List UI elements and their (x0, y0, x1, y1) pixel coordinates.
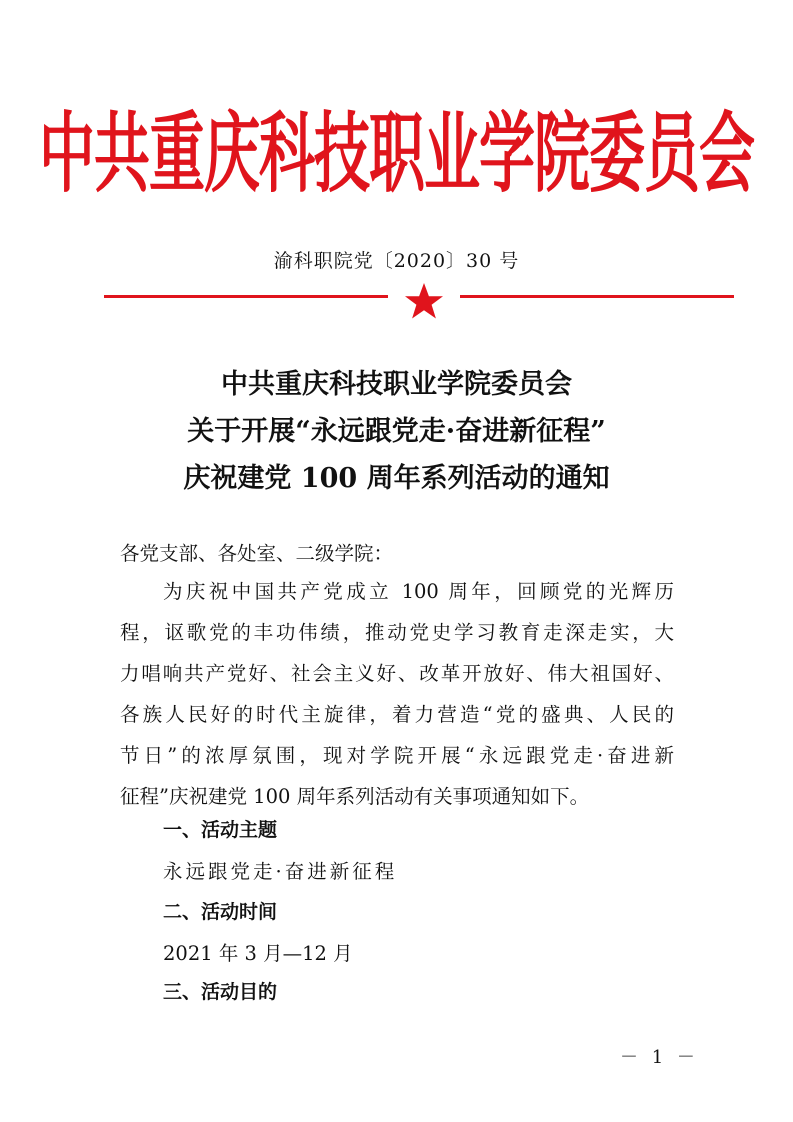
paragraph-line: 力唱响共产党好、社会主义好、改革开放好、伟大祖国好、 (120, 662, 674, 685)
title-line-3: 庆祝建党 100 周年系列活动的通知 (183, 463, 610, 494)
title-line-1: 中共重庆科技职业学院委员会 (221, 369, 572, 400)
masthead-issuer: 中共重庆科技职业学院委员会 (39, 104, 754, 205)
paragraph-line: 征程”庆祝建党 100 周年系列活动有关事项通知如下。 (120, 785, 590, 808)
paragraph-line: 节日”的浓厚氛围，现对学院开展“永远跟党走·奋进新 (120, 744, 674, 767)
section-content-theme: 永远跟党走·奋进新征程 (163, 860, 398, 883)
section-heading-theme: 一、活动主题 (163, 819, 278, 841)
star-icon (403, 281, 445, 323)
section-heading-time: 二、活动时间 (163, 901, 278, 923)
red-divider (104, 283, 734, 313)
section-content-time: 2021 年 3 月—12 月 (163, 942, 353, 965)
salutation: 各党支部、各处室、二级学院： (120, 542, 394, 565)
paragraph-line: 程，讴歌党的丰功伟绩，推动党史学习教育走深走实，大 (120, 621, 674, 644)
paragraph-line: 各族人民好的时代主旋律，着力营造“党的盛典、人民的 (120, 703, 674, 726)
paragraph-line: 为庆祝中国共产党成立 100 周年，回顾党的光辉历 (163, 580, 674, 603)
divider-line-right (460, 295, 734, 298)
title-line-2: 关于开展“永远跟党走·奋进新征程” (187, 416, 606, 447)
divider-line-left (104, 295, 388, 298)
document-number: 渝科职院党〔2020〕30 号 (273, 250, 520, 272)
page-number: － 1 － (620, 1047, 699, 1068)
section-heading-purpose: 三、活动目的 (163, 981, 278, 1003)
